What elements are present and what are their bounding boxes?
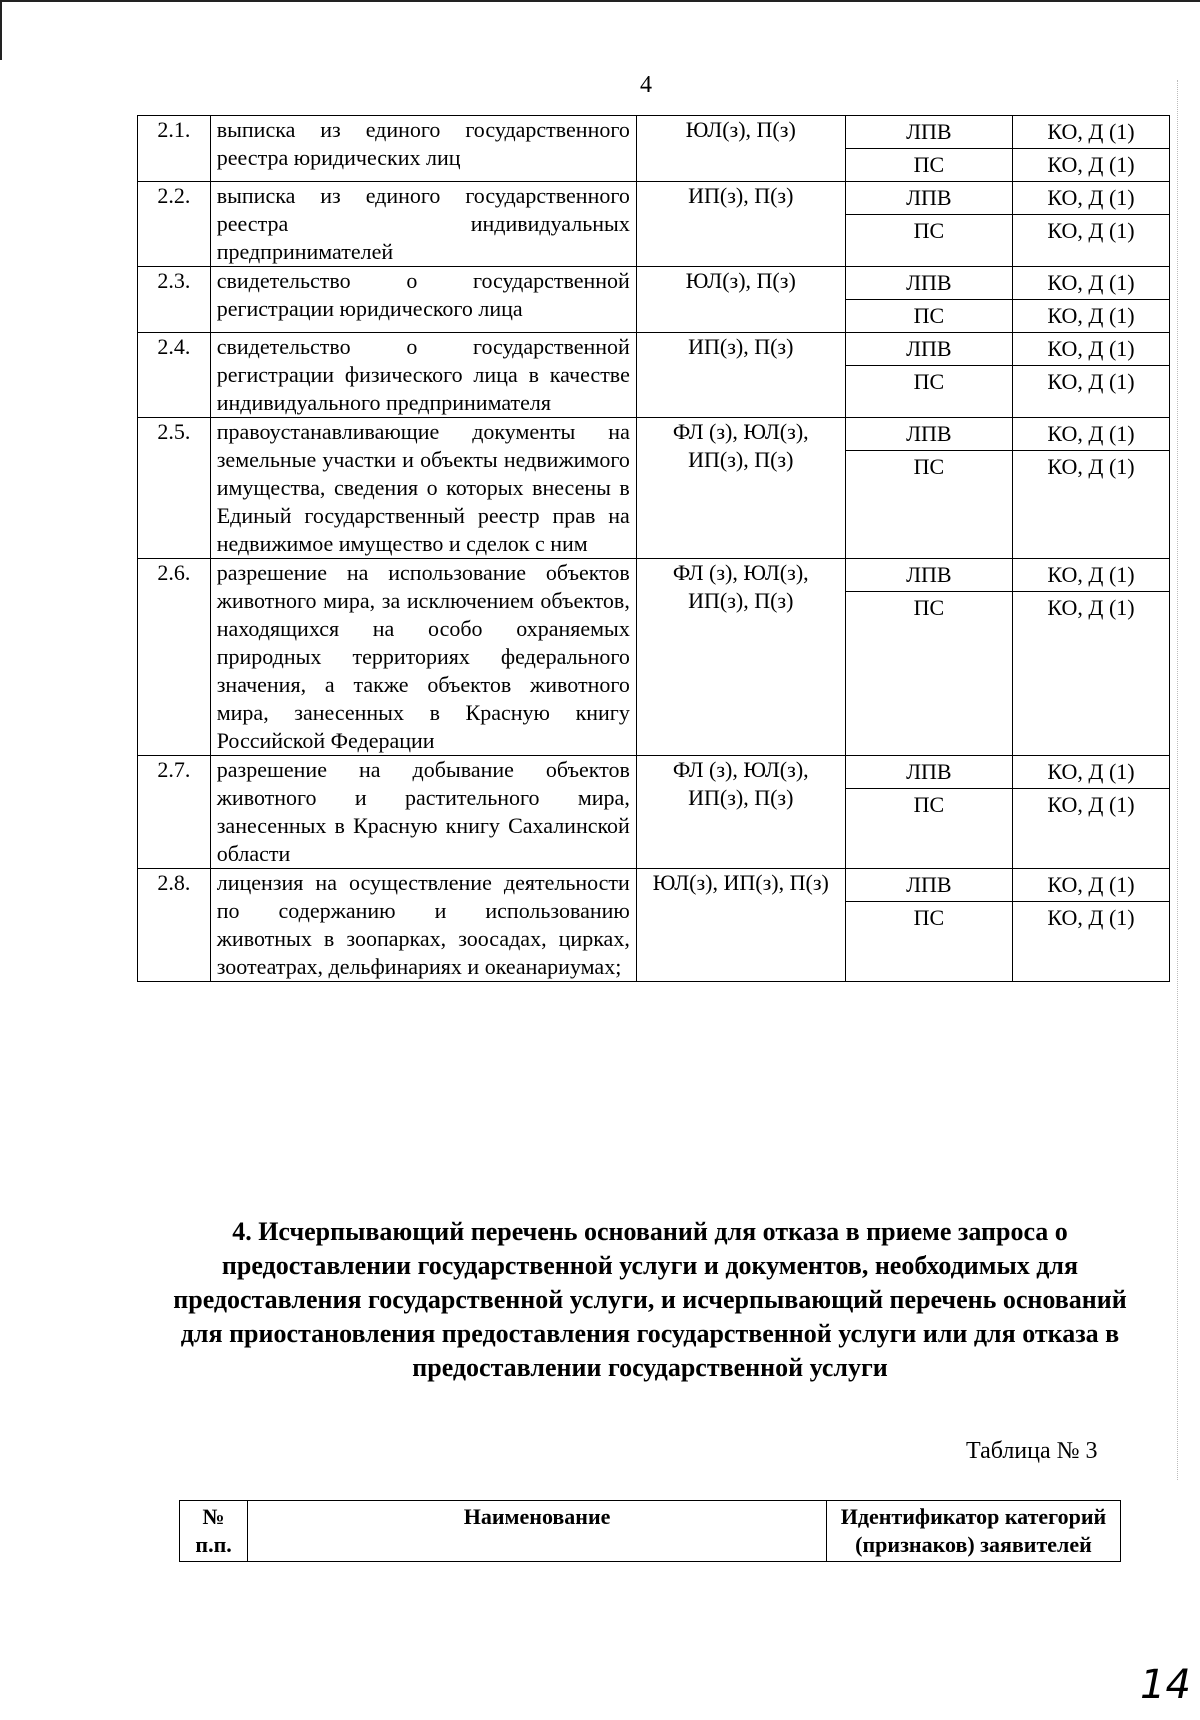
applicant-categories: ЮЛ(з), П(з) <box>636 267 845 333</box>
result-code: КО, Д (1) <box>1047 303 1135 328</box>
result-code: КО, Д (1) <box>1047 218 1135 243</box>
document-name: свидетельство о государственной регистрации юридического лица <box>210 267 636 333</box>
document-name: выписка из единого государственного реестра юридических лиц <box>210 116 636 182</box>
request-method-cell <box>845 756 1012 869</box>
result-code: КО, Д (1) <box>1047 369 1135 394</box>
result-cell <box>1013 559 1170 756</box>
request-method: ЛПВ <box>846 267 1012 300</box>
result-cell <box>1013 333 1170 418</box>
table-row <box>138 418 1170 559</box>
result-cell <box>1013 869 1170 982</box>
row-number: 2.6. <box>138 559 211 756</box>
result-code: КО, Д (1) <box>1013 559 1169 592</box>
table-row <box>138 267 1170 333</box>
applicant-categories: ИП(з), П(з) <box>636 333 845 418</box>
table-3 <box>179 1500 1121 1562</box>
table-row <box>138 116 1170 182</box>
table-row <box>138 869 1170 982</box>
result-code: КО, Д (1) <box>1013 116 1169 149</box>
request-method: ЛПВ <box>846 116 1012 149</box>
table-3-header-number: № п.п. <box>180 1501 248 1562</box>
request-method: ЛПВ <box>846 333 1012 366</box>
result-code: КО, Д (1) <box>1013 869 1169 902</box>
request-method: ЛПВ <box>846 869 1012 902</box>
row-number: 2.5. <box>138 418 211 559</box>
result-code: КО, Д (1) <box>1013 333 1169 366</box>
table-3-header-name: Наименование <box>248 1501 827 1562</box>
request-method: ПС <box>913 303 945 328</box>
applicant-categories: ЮЛ(з), ИП(з), П(з) <box>636 869 845 982</box>
table-3-header-identifier: Идентификатор категорий (признаков) заявителей <box>826 1501 1120 1562</box>
table-row <box>138 182 1170 267</box>
request-method: ПС <box>913 369 945 394</box>
applicant-categories: ЮЛ(з), П(з) <box>636 116 845 182</box>
request-method: ПС <box>913 152 945 177</box>
document-name: свидетельство о государственной регистрации физического лица в качестве индивидуального предпринимателя <box>210 333 636 418</box>
result-code: КО, Д (1) <box>1013 418 1169 451</box>
applicant-categories: ФЛ (з), ЮЛ(з), ИП(з), П(з) <box>636 418 845 559</box>
document-name: лицензия на осуществление деятельности по содержанию и использованию животных в зоопарках, зоосадах, цирках, зоотеатрах, дельфинариях и океанариумах; <box>210 869 636 982</box>
request-method-cell <box>845 418 1012 559</box>
result-code: КО, Д (1) <box>1013 182 1169 215</box>
request-method-cell <box>845 267 1012 333</box>
handwritten-page-signature: 14 <box>1140 1662 1191 1708</box>
request-method: ПС <box>913 218 945 243</box>
request-method: ПС <box>913 905 945 930</box>
section-4-title: 4. Исчерпывающий перечень оснований для отказа в приеме запроса о предоставлении государственной услуги и документов, необходимых для предоставления государственной услуги, и исчерпывающий перечень оснований для приостановления предоставления государственной услуги или для отказа в предоставлении государственной услуги <box>173 1217 1127 1382</box>
page-number: 4 <box>640 72 652 98</box>
table-row <box>138 559 1170 756</box>
request-method: ПС <box>913 595 945 620</box>
result-code: КО, Д (1) <box>1013 267 1169 300</box>
request-method-cell <box>845 333 1012 418</box>
request-method: ЛПВ <box>846 559 1012 592</box>
request-method-cell <box>845 182 1012 267</box>
table-3-header-row <box>180 1501 1121 1562</box>
request-method: ЛПВ <box>846 756 1012 789</box>
row-number: 2.2. <box>138 182 211 267</box>
result-cell <box>1013 267 1170 333</box>
document-name: правоустанавливающие документы на земельные участки и объекты недвижимого имущества, сведения о которых внесены в Единый государственный реестр прав на недвижимое имущество и сделок с ним <box>210 418 636 559</box>
result-code: КО, Д (1) <box>1047 152 1135 177</box>
scan-edge-left <box>0 0 2 60</box>
result-code: КО, Д (1) <box>1047 454 1135 479</box>
documents-table <box>137 115 1170 982</box>
row-number: 2.8. <box>138 869 211 982</box>
result-cell <box>1013 182 1170 267</box>
scan-edge-top <box>0 0 1200 2</box>
result-code: КО, Д (1) <box>1047 792 1135 817</box>
request-method: ПС <box>913 792 945 817</box>
request-method-cell <box>845 869 1012 982</box>
table-3-caption: Таблица № 3 <box>966 1438 1098 1464</box>
document-name: разрешение на добывание объектов животного и растительного мира, занесенных в Красную книгу Сахалинской области <box>210 756 636 869</box>
applicant-categories: ФЛ (з), ЮЛ(з), ИП(з), П(з) <box>636 756 845 869</box>
result-cell <box>1013 116 1170 182</box>
request-method: ПС <box>913 454 945 479</box>
row-number: 2.7. <box>138 756 211 869</box>
result-code: КО, Д (1) <box>1047 595 1135 620</box>
request-method-cell <box>845 559 1012 756</box>
result-code: КО, Д (1) <box>1013 756 1169 789</box>
result-code: КО, Д (1) <box>1047 905 1135 930</box>
request-method-cell <box>845 116 1012 182</box>
request-method: ЛПВ <box>846 418 1012 451</box>
row-number: 2.1. <box>138 116 211 182</box>
table-row <box>138 756 1170 869</box>
result-cell <box>1013 756 1170 869</box>
row-number: 2.3. <box>138 267 211 333</box>
request-method: ЛПВ <box>846 182 1012 215</box>
row-number: 2.4. <box>138 333 211 418</box>
document-name: разрешение на использование объектов животного мира, за исключением объектов, находящихся на особо охраняемых природных территориях федерального значения, а также объектов животного мира, занесенных в Красную книгу Российской Федерации <box>210 559 636 756</box>
table-row <box>138 333 1170 418</box>
result-cell <box>1013 418 1170 559</box>
applicant-categories: ИП(з), П(з) <box>636 182 845 267</box>
applicant-categories: ФЛ (з), ЮЛ(з), ИП(з), П(з) <box>636 559 845 756</box>
document-name: выписка из единого государственного реестра индивидуальных предпринимателей <box>210 182 636 267</box>
